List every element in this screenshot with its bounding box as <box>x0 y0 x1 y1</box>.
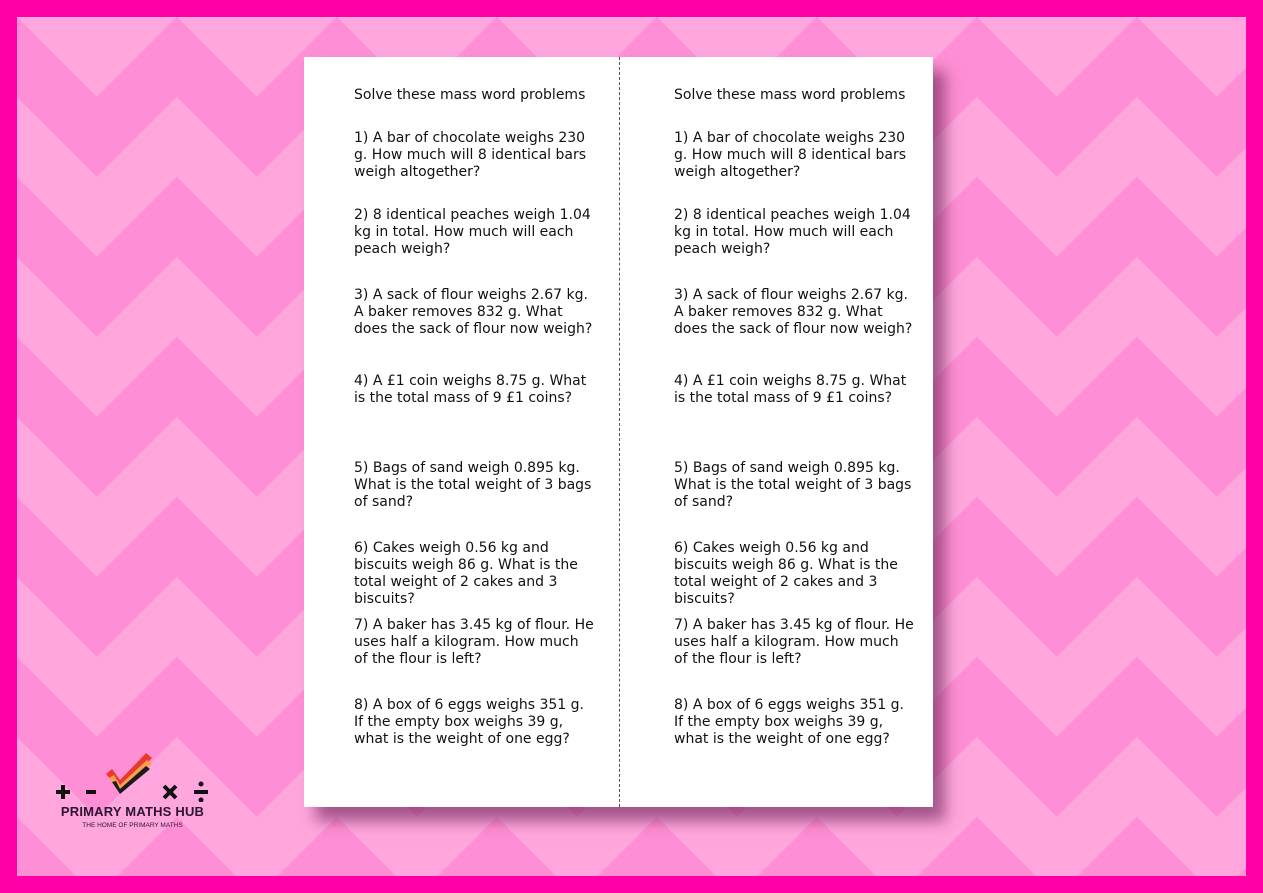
worksheet-title: Solve these mass word problems <box>354 87 586 103</box>
question-7: 7) A baker has 3.45 kg of flour. He uses half a kilogram. How much of the flour is left? <box>674 617 914 667</box>
question-1: 1) A bar of chocolate weighs 230 g. How much will 8 identical bars weigh altogether? <box>674 130 907 180</box>
question-8: 8) A box of 6 eggs weighs 351 g. If the empty box weighs 39 g, what is the weight of one egg? <box>354 697 585 747</box>
divide-icon <box>194 782 208 803</box>
question-5: 5) Bags of sand weigh 0.895 kg. What is the total weight of 3 bags of sand? <box>674 460 912 510</box>
question-1: 1) A bar of chocolate weighs 230 g. How much will 8 identical bars weigh altogether? <box>354 130 587 180</box>
primary-maths-hub-logo <box>40 752 225 832</box>
worksheet-title: Solve these mass word problems <box>674 87 906 103</box>
cut-line <box>619 57 620 807</box>
question-3: 3) A sack of flour weighs 2.67 kg. A baker removes 832 g. What does the sack of flour now weigh? <box>674 287 913 337</box>
question-7: 7) A baker has 3.45 kg of flour. He uses half a kilogram. How much of the flour is left? <box>354 617 594 667</box>
question-6: 6) Cakes weigh 0.56 kg and biscuits weigh 86 g. What is the total weight of 2 cakes and 3 biscuits? <box>354 540 578 607</box>
plus-icon <box>56 785 70 799</box>
checkmark-icon <box>106 753 152 794</box>
logo-name: PRIMARY MATHS HUB <box>60 804 205 819</box>
logo-tagline: THE HOME OF PRIMARY MATHS <box>82 822 183 829</box>
question-2: 2) 8 identical peaches weigh 1.04 kg in total. How much will each peach weigh? <box>674 207 911 257</box>
question-4: 4) A £1 coin weighs 8.75 g. What is the total mass of 9 £1 coins? <box>674 373 907 406</box>
question-5: 5) Bags of sand weigh 0.895 kg. What is the total weight of 3 bags of sand? <box>354 460 592 510</box>
worksheet-sheet <box>304 57 933 807</box>
question-8: 8) A box of 6 eggs weighs 351 g. If the empty box weighs 39 g, what is the weight of one egg? <box>674 697 905 747</box>
question-3: 3) A sack of flour weighs 2.67 kg. A baker removes 832 g. What does the sack of flour now weigh? <box>354 287 593 337</box>
times-icon <box>164 786 176 798</box>
question-6: 6) Cakes weigh 0.56 kg and biscuits weigh 86 g. What is the total weight of 2 cakes and 3 biscuits? <box>674 540 898 607</box>
minus-icon <box>86 790 96 794</box>
question-2: 2) 8 identical peaches weigh 1.04 kg in total. How much will each peach weigh? <box>354 207 591 257</box>
logo-symbols <box>40 752 225 802</box>
question-4: 4) A £1 coin weighs 8.75 g. What is the total mass of 9 £1 coins? <box>354 373 587 406</box>
